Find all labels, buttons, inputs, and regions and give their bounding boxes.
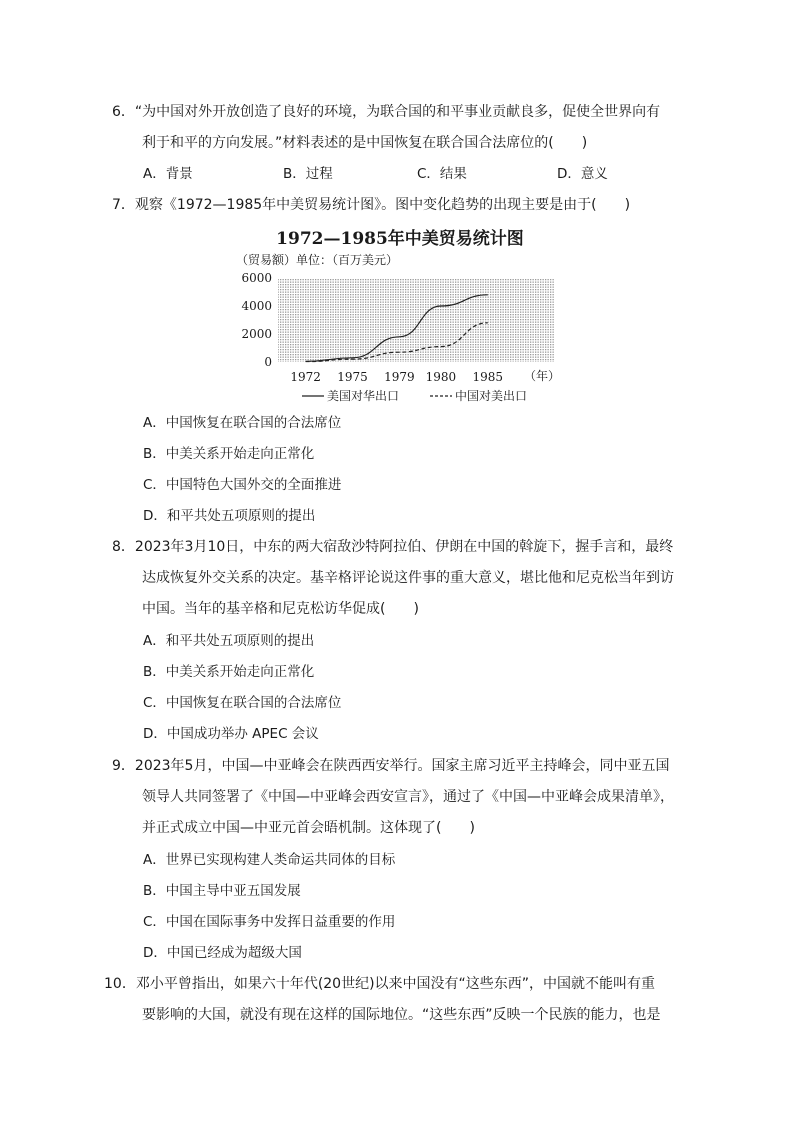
question-8	[112, 532, 692, 625]
question-7	[112, 190, 692, 221]
question-7-option-c[interactable]: C．中国特色大国外交的全面推进	[143, 477, 342, 493]
x-axis-label: （年）	[524, 369, 561, 383]
question-7-option-b[interactable]: B．中美关系开始走向正常化	[143, 446, 315, 462]
x-tick-label: 1980	[425, 370, 457, 384]
question-9-line-3: 并正式成立中国—中亚元首会晤机制。这体现了( )	[142, 820, 475, 836]
option-c[interactable]: C．结果	[417, 166, 467, 182]
question-7-line-1: 7．观察《1972—1985年中美贸易统计图》。图中变化趋势的出现主要是由于( )	[112, 197, 631, 213]
legend-label: 美国对华出口	[327, 389, 400, 403]
question-9-option-b[interactable]: B．中国主导中亚五国发展	[143, 883, 301, 899]
question-10-line-1: 10．邓小平曾指出，如果六十年代(20世纪)以来中国没有“这些东西”，中国就不能叫有重	[104, 976, 656, 992]
y-tick-label: 0	[264, 355, 272, 369]
question-9-option-d[interactable]: D．中国已经成为超级大国	[143, 945, 302, 961]
question-8-option-d[interactable]: D．中国成功举办 APEC 会议	[143, 726, 319, 742]
trade-chart	[230, 224, 570, 409]
question-8-option-b[interactable]: B．中美关系开始走向正常化	[143, 664, 315, 680]
legend-label: 中国对美出口	[455, 389, 528, 403]
question-8-line-2: 达成恢复外交关系的决定。基辛格评论说这件事的重大意义，堪比他和尼克松当年到访	[142, 570, 674, 586]
question-9-option-a[interactable]: A．世界已实现构建人类命运共同体的目标	[143, 852, 396, 868]
x-tick-label: 1975	[337, 370, 368, 384]
question-10-line-2: 要影响的大国，就没有现在这样的国际地位。“这些东西”反映一个民族的能力，也是	[142, 1007, 661, 1023]
question-10	[104, 969, 684, 1031]
chart-title: 1972—1985年中美贸易统计图	[276, 229, 524, 249]
y-tick-label: 4000	[241, 299, 272, 313]
question-7-option-d[interactable]: D．和平共处五项原则的提出	[143, 508, 316, 524]
option-d[interactable]: D．意义	[557, 166, 608, 182]
plot-area	[278, 278, 554, 362]
question-9-line-1: 9．2023年5月，中国—中亚峰会在陕西西安举行。国家主席习近平主持峰会，同中亚五国	[112, 758, 670, 774]
x-tick-label: 1972	[290, 370, 321, 384]
question-7-option-a[interactable]: A．中国恢复在联合国的合法席位	[143, 415, 342, 431]
option-b[interactable]: B．过程	[283, 166, 333, 182]
question-8-line-1: 8．2023年3月10日，中东的两大宿敌沙特阿拉伯、伊朗在中国的斡旋下，握手言和，最终	[112, 539, 674, 555]
question-9-line-2: 领导人共同签署了《中国—中亚峰会西安宣言》，通过了《中国—中亚峰会成果清单》，	[142, 789, 674, 805]
question-8-line-3: 中国。当年的基辛格和尼克松访华促成( )	[142, 601, 419, 617]
y-axis-label: （贸易额）单位：（百万美元）	[236, 253, 399, 267]
question-6	[112, 97, 692, 159]
question-6-line-2: 利于和平的方向发展。”材料表述的是中国恢复在联合国合法席位的( )	[142, 135, 588, 151]
y-tick-label: 2000	[241, 327, 272, 341]
question-8-option-a[interactable]: A．和平共处五项原则的提出	[143, 633, 315, 649]
question-9-option-c[interactable]: C．中国在国际事务中发挥日益重要的作用	[143, 914, 396, 930]
x-tick-label: 1979	[384, 370, 415, 384]
question-6-line-1: 6．“为中国对外开放创造了良好的环境，为联合国的和平事业贡献良多，促使全世界向有	[112, 104, 661, 120]
y-tick-label: 6000	[241, 271, 272, 285]
x-tick-label: 1985	[472, 370, 504, 384]
question-8-option-c[interactable]: C．中国恢复在联合国的合法席位	[143, 695, 342, 711]
option-a[interactable]: A．背景	[143, 166, 193, 182]
question-9	[112, 751, 692, 844]
chart-canvas	[230, 224, 570, 409]
